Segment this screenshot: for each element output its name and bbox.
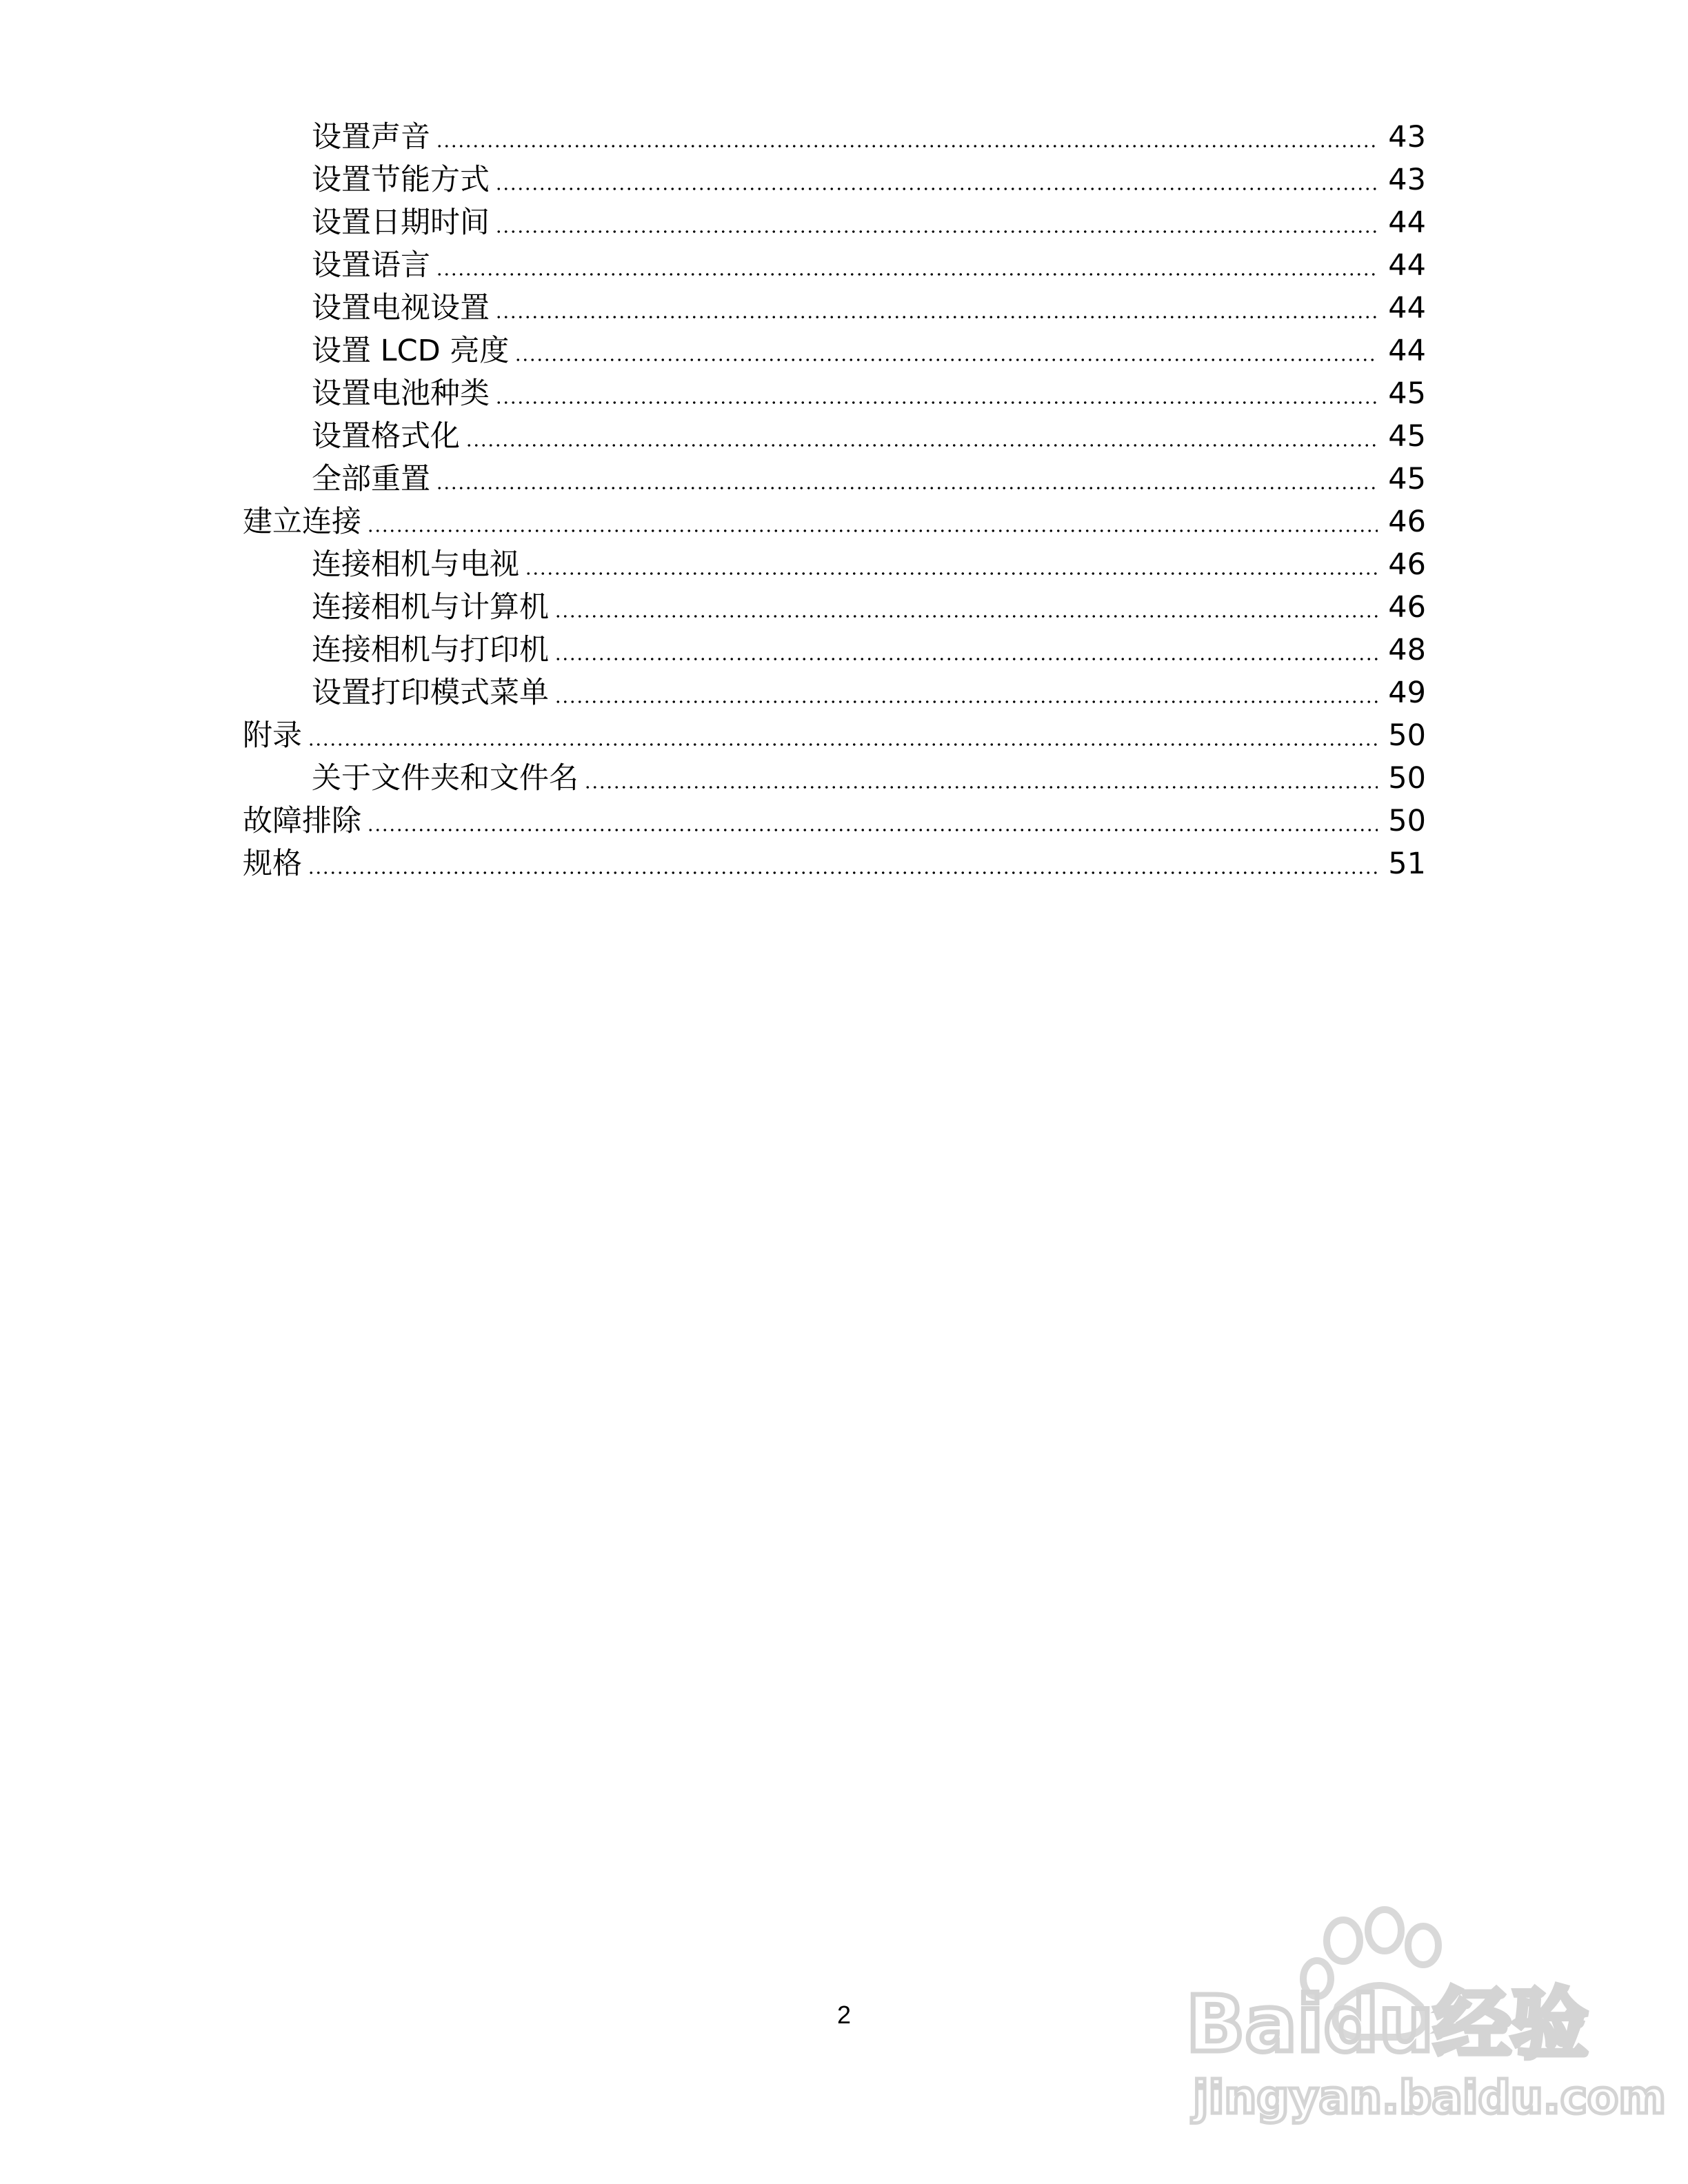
toc-entry-title: 设置日期时间 xyxy=(312,205,490,240)
toc-entry-title: 设置打印模式菜单 xyxy=(312,676,549,710)
toc-entry[interactable] xyxy=(243,671,1426,714)
toc-entry-page: 49 xyxy=(1388,676,1426,710)
toc-entry[interactable] xyxy=(243,287,1426,330)
toc-entry-page: 50 xyxy=(1388,761,1426,796)
toc-entry-title: 连接相机与电视 xyxy=(312,547,519,582)
toc-entry-page: 50 xyxy=(1388,804,1426,838)
dot-leader xyxy=(514,358,1378,361)
toc-entry[interactable] xyxy=(243,415,1426,458)
toc-entry-page: 46 xyxy=(1388,505,1426,539)
toc-entry-title: 设置语言 xyxy=(312,248,430,283)
dot-leader xyxy=(367,829,1378,831)
toc-entry-title: 设置电池种类 xyxy=(312,376,490,411)
toc-entry-page: 46 xyxy=(1388,590,1426,625)
dot-leader xyxy=(495,230,1378,233)
toc-entry-page: 51 xyxy=(1388,847,1426,881)
toc-entry[interactable] xyxy=(243,116,1426,159)
toc-entry-page: 45 xyxy=(1388,376,1426,411)
toc-entry-page: 43 xyxy=(1388,163,1426,197)
dot-leader xyxy=(495,316,1378,318)
toc-entry-page: 43 xyxy=(1388,120,1426,154)
toc-entry-title: 全部重置 xyxy=(312,462,430,496)
toc-entry[interactable] xyxy=(243,543,1426,586)
toc-entry[interactable] xyxy=(243,458,1426,501)
toc-entry[interactable] xyxy=(243,244,1426,287)
dot-leader xyxy=(554,615,1378,618)
toc-entry[interactable] xyxy=(243,586,1426,629)
dot-leader xyxy=(308,743,1378,746)
toc-entry-page: 48 xyxy=(1388,633,1426,667)
toc-entry[interactable] xyxy=(243,842,1426,885)
dot-leader xyxy=(525,572,1378,575)
toc-entry-page: 44 xyxy=(1388,334,1426,368)
toc-entry-title: 连接相机与打印机 xyxy=(312,633,549,667)
toc-entry[interactable] xyxy=(243,800,1426,842)
dot-leader xyxy=(495,188,1378,190)
dot-leader xyxy=(436,273,1378,276)
toc-entry[interactable] xyxy=(243,757,1426,800)
toc-entry-title: 设置节能方式 xyxy=(312,163,490,197)
dot-leader xyxy=(367,529,1378,532)
toc-entry[interactable] xyxy=(243,714,1426,757)
toc-entry-title: 规格 xyxy=(243,847,302,881)
baidu-jingyan-watermark xyxy=(1172,1903,1667,2130)
toc-entry-page: 45 xyxy=(1388,419,1426,454)
dot-leader xyxy=(436,487,1378,489)
dot-leader xyxy=(554,658,1378,660)
page-number: 2 xyxy=(836,2001,852,2029)
toc-entry-title: 关于文件夹和文件名 xyxy=(312,761,579,796)
toc-entry[interactable] xyxy=(243,629,1426,671)
dot-leader xyxy=(554,700,1378,703)
toc-entry-page: 44 xyxy=(1388,248,1426,283)
toc-entry-page: 45 xyxy=(1388,462,1426,496)
dot-leader xyxy=(495,401,1378,404)
dot-leader xyxy=(436,145,1378,148)
toc-entry-title: 故障排除 xyxy=(243,804,361,838)
watermark-url: jingyan.baidu.com xyxy=(1193,2071,1667,2124)
toc-entry-title: 附录 xyxy=(243,718,302,753)
toc-entry-page: 46 xyxy=(1388,547,1426,582)
dot-leader xyxy=(465,444,1378,447)
toc-entry-title: 连接相机与计算机 xyxy=(312,590,549,625)
dot-leader xyxy=(308,871,1378,874)
toc-entry-title: 设置 LCD 亮度 xyxy=(312,334,510,368)
toc-entry[interactable] xyxy=(243,501,1426,543)
table-of-contents xyxy=(243,116,1426,885)
dot-leader xyxy=(584,786,1378,789)
toc-entry-title: 建立连接 xyxy=(243,505,361,539)
watermark-brand: Baidu经验 xyxy=(1186,1980,1589,2070)
toc-entry[interactable] xyxy=(243,201,1426,244)
toc-entry-page: 44 xyxy=(1388,205,1426,240)
toc-entry-title: 设置电视设置 xyxy=(312,291,490,325)
toc-entry-title: 设置格式化 xyxy=(312,419,460,454)
toc-entry-page: 50 xyxy=(1388,718,1426,753)
toc-entry[interactable] xyxy=(243,372,1426,415)
toc-entry-page: 44 xyxy=(1388,291,1426,325)
toc-entry[interactable] xyxy=(243,330,1426,372)
toc-entry-title: 设置声音 xyxy=(312,120,430,154)
toc-entry[interactable] xyxy=(243,159,1426,201)
